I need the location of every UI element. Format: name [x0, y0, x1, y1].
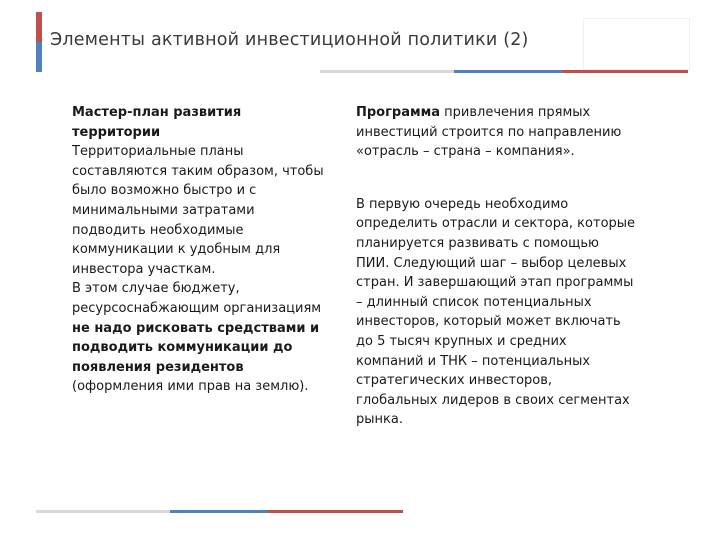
- left-text2-end: (оформления ими прав на землю).: [72, 379, 309, 395]
- left-text2-normal: В этом случае бюджету, ресурсоснабжающим организациям: [72, 281, 322, 316]
- top-stripe-red: [562, 70, 688, 73]
- right-para1-bold: Программа: [356, 105, 441, 120]
- paragraph-gap: [356, 162, 636, 195]
- left-text2: [72, 279, 327, 397]
- left-heading-line1: Мастер-план развития: [72, 105, 242, 120]
- left-text2-bold: не надо рисковать средствами и подводить коммуникации до появления резидентов: [72, 320, 320, 375]
- right-column: [356, 103, 636, 430]
- left-text1: Территориальные планы составляются таким образом, чтобы было возможно быстро и с минимальными затратами подводить необходимые коммуникации к удобным для инвестора участкам.: [72, 144, 324, 277]
- right-para2: В первую очередь необходимо определить отрасли и сектора, которые планируется развивать с помощью ПИИ. Следующий шаг – выбор целевых стран. И завершающий этап программы – длинный список потенциальных инвесторов, который может включать до 5 тысяч крупных и средних компаний и ТНК – потенциальных стратегических инвесторов, глобальных лидеров в своих сегментах рынка.: [356, 196, 636, 428]
- top-stripe-gray: [320, 70, 454, 73]
- left-column: [72, 103, 327, 397]
- bottom-stripe-gray: [36, 510, 170, 513]
- bottom-stripe-blue: [170, 510, 268, 513]
- right-para1-text: привлечения прямых инвестиций строится по направлению «отрасль – страна – компания».: [356, 105, 622, 160]
- left-heading: [72, 103, 327, 142]
- right-para1: [356, 103, 636, 162]
- slide-title: Элементы активной инвестиционной политики (2): [50, 30, 529, 50]
- bottom-stripe-red: [268, 510, 403, 513]
- left-heading-line2: территории: [72, 124, 161, 140]
- decorative-frame: [583, 18, 690, 70]
- top-stripe-blue: [454, 70, 562, 73]
